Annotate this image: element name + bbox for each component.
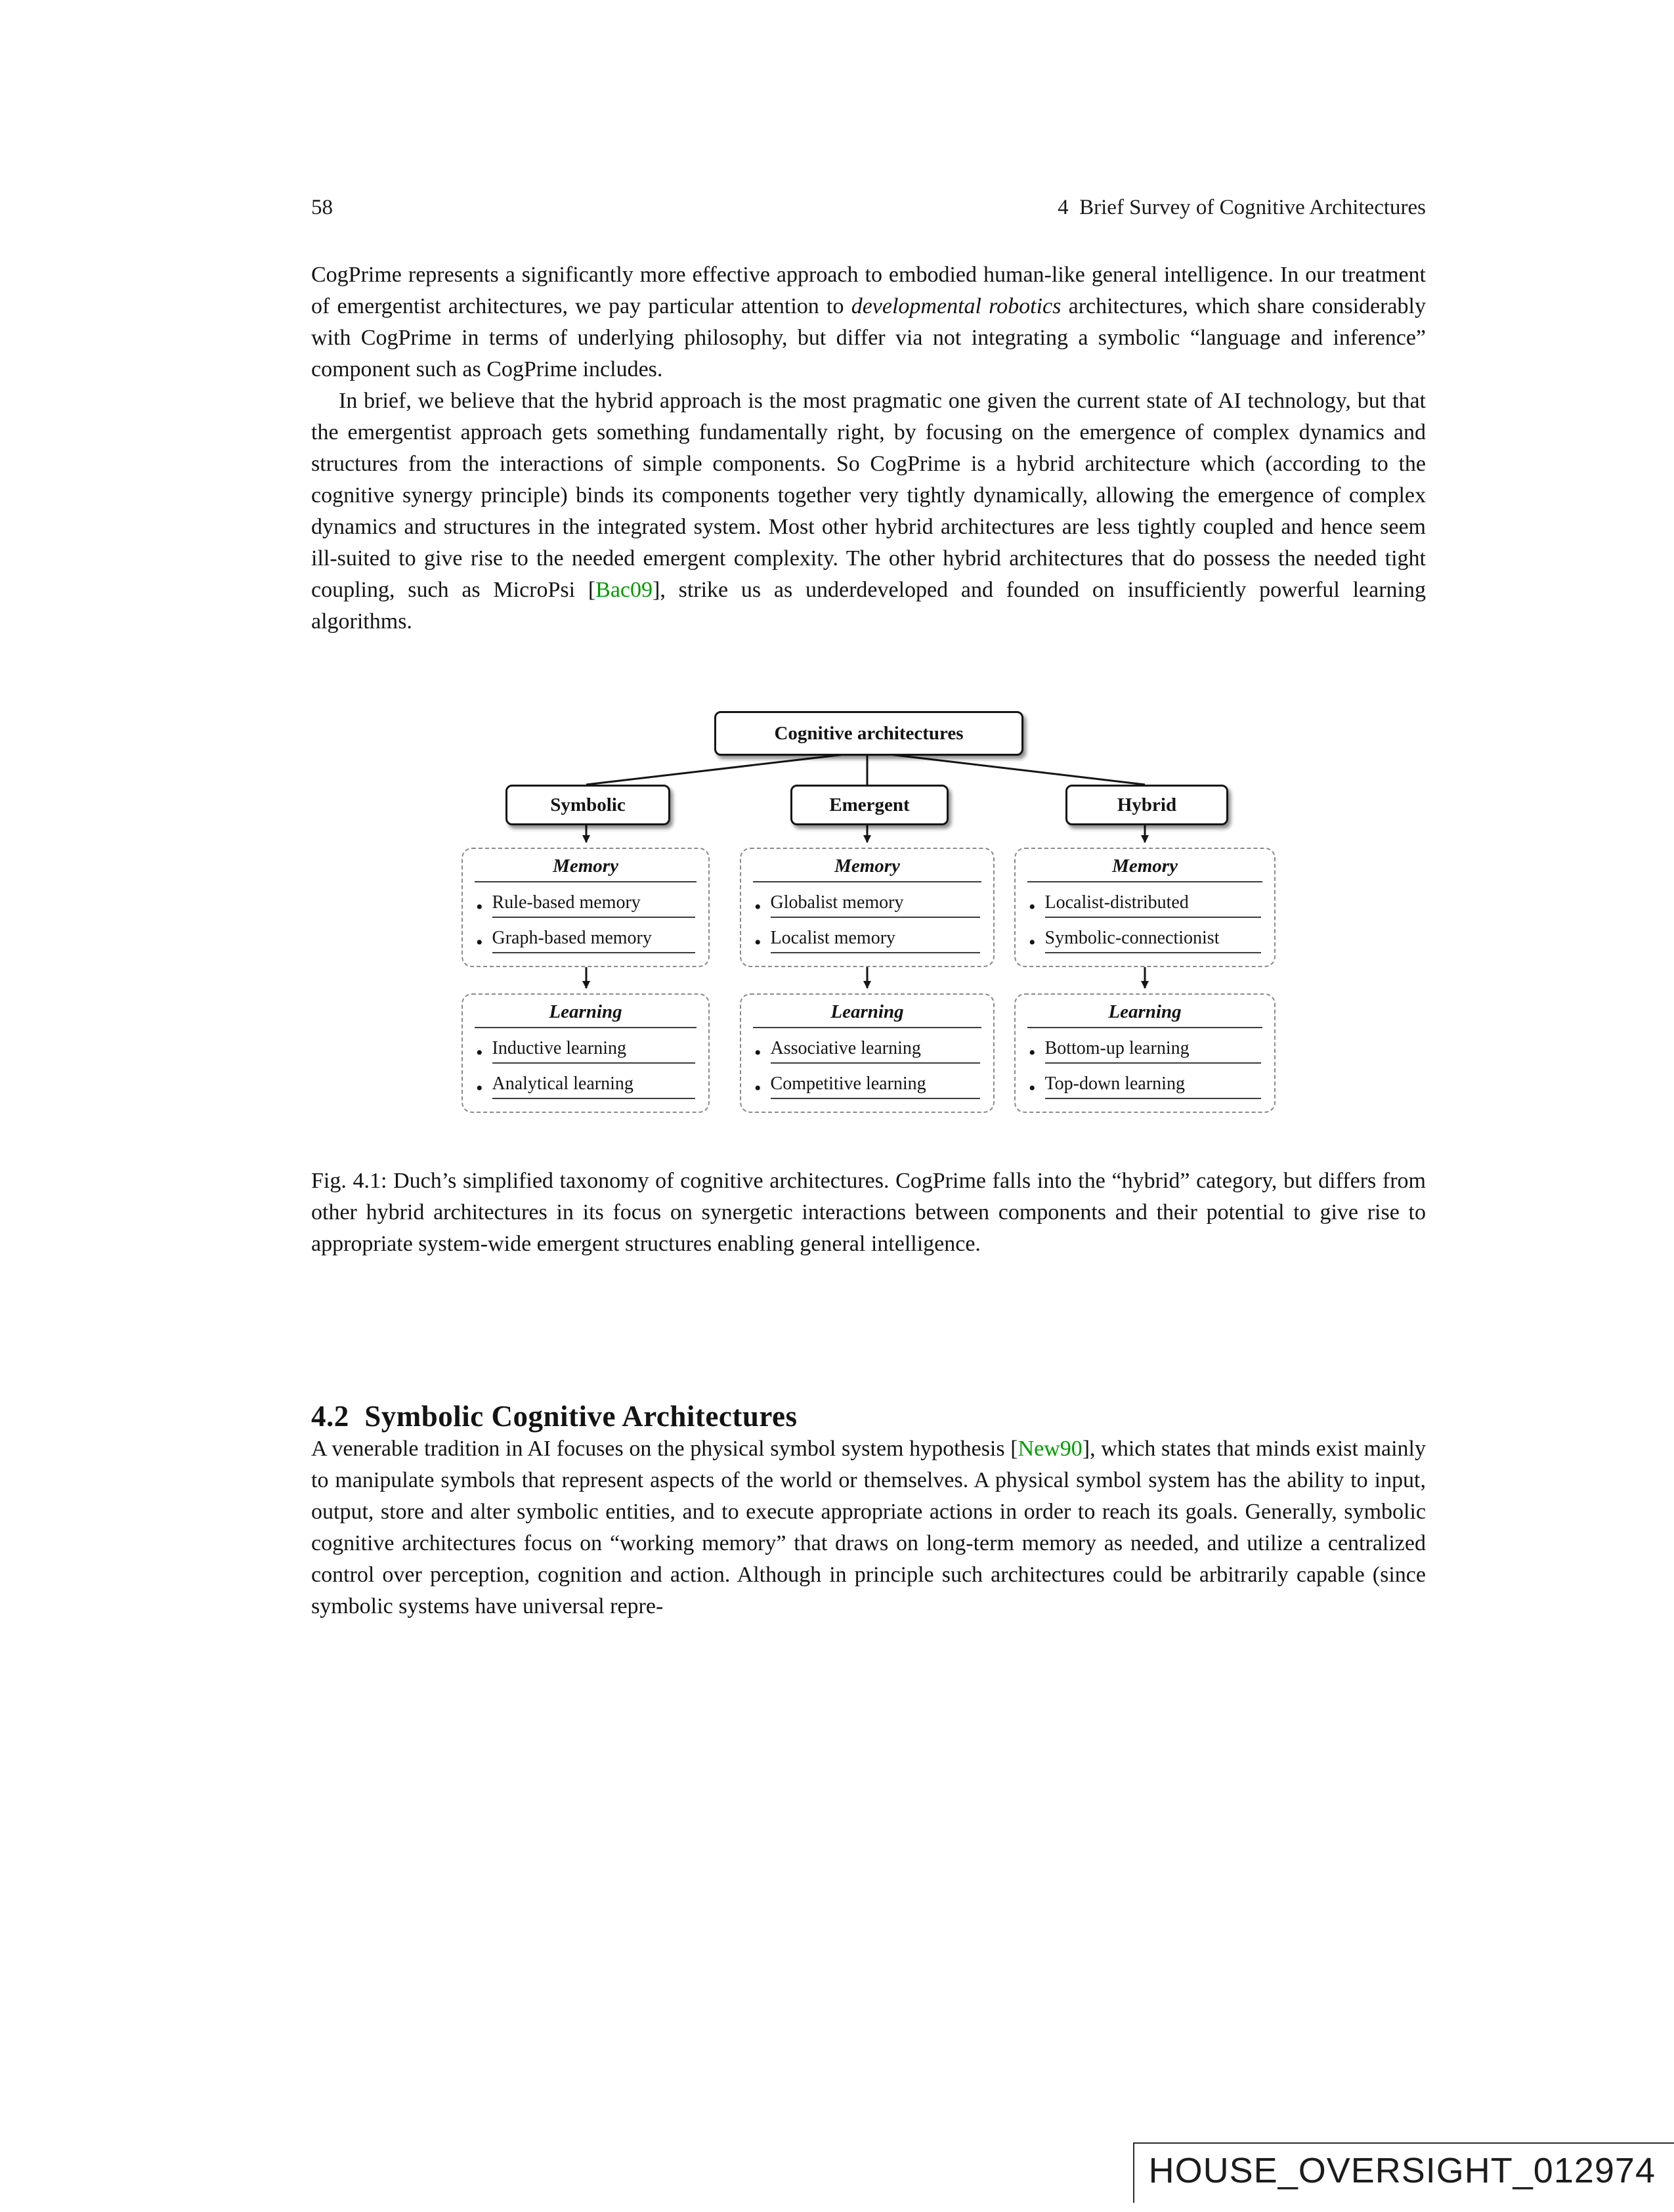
list-item-label: Top-down learning [1045, 1073, 1261, 1099]
list-item-label: Analytical learning [492, 1073, 695, 1099]
bullet-icon: • [754, 1042, 762, 1064]
list-item [754, 1073, 980, 1099]
diagram-category-emergent: Emergent [790, 785, 949, 825]
paragraph-1-text: CogPrime represents a significantly more effective approach to embodied human-like general intelligence. In our treatment of emergentist architectures, we pay particular attention to [311, 263, 1426, 318]
list-item [754, 928, 980, 953]
list-item [476, 892, 695, 918]
page-number: 58 [311, 196, 333, 219]
bullet-icon: • [1029, 1077, 1036, 1099]
paragraph-3 [311, 1433, 1426, 1622]
learning-panel-emergent [740, 993, 995, 1113]
list-item [1029, 892, 1261, 918]
list-item [476, 1038, 695, 1064]
paragraph-2-text-cont: ], strike us as underdeveloped and founded on insufficiently powerful learning algorithms. [311, 578, 1426, 634]
bullet-icon: • [476, 932, 483, 953]
learning-panel-hybrid [1014, 993, 1276, 1113]
paragraph-1-text-cont: architectures, which share considerably with CogPrime in terms of underlying philosophy, but differ via not integrating a symbolic “language and inference” component such as CogPrime includes. [311, 294, 1426, 381]
paragraph-3-text: A venerable tradition in AI focuses on the physical symbol system hypothesis [ [311, 1437, 1018, 1461]
bullet-icon: • [1029, 932, 1036, 953]
list-item [754, 1038, 980, 1064]
bullet-icon: • [1029, 896, 1036, 918]
running-title: 4 Brief Survey of Cognitive Architectures [1058, 196, 1426, 219]
paragraph-3-text-cont: ], which states that minds exist mainly to manipulate symbols that represent aspects of the world or themselves. A physical symbol system has the ability to input, output, store and alter symbolic entities, and to execute appropriate actions in order to reach its goals. Generally, symbolic cognitive architectures focus on “working memory” that draws on long-term memory as needed, and utilize a centralized control over perception, cognition and action. Although in principle such architectures could be arbitrarily capable (since symbolic systems have universal repre- [311, 1437, 1426, 1618]
section-heading: 4.2 Symbolic Cognitive Architectures [311, 1400, 798, 1433]
bullet-icon: • [754, 896, 762, 918]
memory-panel-emergent [740, 848, 995, 967]
panel-title: Memory [475, 856, 697, 882]
list-item [476, 928, 695, 953]
italic-term: developmental robotics [851, 294, 1062, 318]
bullet-icon: • [476, 896, 483, 918]
list-item [1029, 928, 1261, 953]
list-item [1029, 1038, 1261, 1064]
diagram-category-symbolic: Symbolic [505, 785, 670, 825]
taxonomy-diagram [461, 711, 1276, 1131]
list-item [1029, 1073, 1261, 1099]
paragraph-2-text: In brief, we believe that the hybrid approach is the most pragmatic one given the current state of AI technology, but that the emergentist approach gets something fundamentally right, by focusing on the emergence of complex dynamics and structures from the interactions of simple components. So CogPrime is a hybrid architecture which (according to the cognitive synergy principle) binds its components together very tightly dynamically, allowing the emergence of complex dynamics and structures in the integrated system. Most other hybrid architectures are less tightly coupled and hence seem ill-suited to give rise to the needed emergent complexity. The other hybrid architectures that do possess the needed tight coupling, such as MicroPsi [ [311, 389, 1426, 602]
figure-caption: Fig. 4.1: Duch’s simplified taxonomy of cognitive architectures. CogPrime falls into the “hybrid” category, but differs from other hybrid architectures in its focus on synergetic interactions between components and their potential to give rise to appropriate system-wide emergent structures enabling general intelligence. [311, 1169, 1426, 1256]
bullet-icon: • [1029, 1042, 1036, 1064]
list-item-label: Rule-based memory [492, 892, 695, 918]
panel-title: Learning [1027, 1001, 1262, 1028]
panel-title: Memory [1027, 856, 1262, 882]
list-item-label: Localist-distributed [1045, 892, 1261, 918]
bullet-icon: • [476, 1042, 483, 1064]
panel-title: Learning [753, 1001, 981, 1028]
running-header [311, 196, 1426, 220]
learning-panel-symbolic [461, 993, 710, 1113]
list-item-label: Competitive learning [771, 1073, 980, 1099]
panel-title: Memory [753, 856, 981, 882]
list-item-label: Inductive learning [492, 1038, 695, 1064]
diagram-category-hybrid: Hybrid [1065, 785, 1228, 825]
list-item-label: Globalist memory [771, 892, 980, 918]
bullet-icon: • [476, 1077, 483, 1099]
paragraph-2 [311, 385, 1426, 638]
diagram-root-node: Cognitive architectures [714, 711, 1023, 756]
memory-panel-hybrid [1014, 848, 1276, 967]
memory-panel-symbolic [461, 848, 710, 967]
list-item-label: Bottom-up learning [1045, 1038, 1261, 1064]
list-item-label: Associative learning [771, 1038, 980, 1064]
list-item-label: Symbolic-connectionist [1045, 928, 1261, 953]
list-item [476, 1073, 695, 1099]
bates-stamp: HOUSE_OVERSIGHT_012974 [1133, 2142, 1674, 2203]
list-item [754, 892, 980, 918]
citation-link-bac09[interactable]: Bac09 [595, 578, 653, 602]
bullet-icon: • [754, 1077, 762, 1099]
paragraph-1 [311, 259, 1426, 385]
list-item-label: Localist memory [771, 928, 980, 953]
list-item-label: Graph-based memory [492, 928, 695, 953]
citation-link-new90[interactable]: New90 [1018, 1437, 1083, 1461]
bullet-icon: • [754, 932, 762, 953]
panel-title: Learning [475, 1001, 697, 1028]
